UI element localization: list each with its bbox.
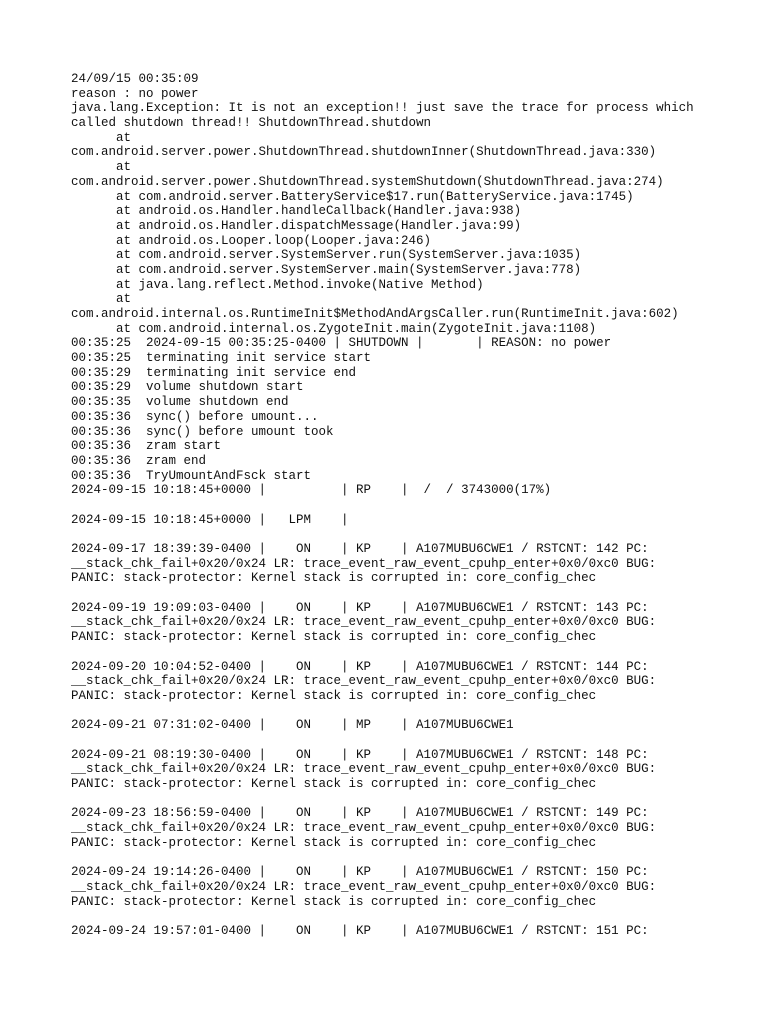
log-line: at <box>71 130 132 145</box>
log-line: at <box>71 292 132 307</box>
log-line: 00:35:36 TryUmountAndFsck start <box>71 468 312 483</box>
log-line <box>71 909 761 924</box>
log-line: PANIC: stack-protector: Kernel stack is corrupted in: core_config_chec <box>71 835 597 850</box>
log-line: 00:35:36 sync() before umount took <box>71 424 334 439</box>
log-line: 00:35:25 2024-09-15 00:35:25-0400 | SHUTDOWN | | REASON: no power <box>71 336 612 351</box>
log-line: 2024-09-21 07:31:02-0400 | ON | MP | A107MUBU6CWE1 <box>71 718 514 733</box>
log-line: __stack_chk_fail+0x20/0x24 LR: trace_event_raw_event_cpuhp_enter+0x0/0xc0 BUG: <box>71 762 657 777</box>
log-line: __stack_chk_fail+0x20/0x24 LR: trace_event_raw_event_cpuhp_enter+0x0/0xc0 BUG: <box>71 674 657 689</box>
log-line <box>71 498 761 513</box>
log-line: at java.lang.reflect.Method.invoke(Native Method) <box>71 277 484 292</box>
log-line <box>71 527 761 542</box>
log-line: PANIC: stack-protector: Kernel stack is corrupted in: core_config_chec <box>71 688 597 703</box>
log-line: at android.os.Handler.handleCallback(Handler.java:938) <box>71 204 522 219</box>
log-line: PANIC: stack-protector: Kernel stack is corrupted in: core_config_chec <box>71 777 597 791</box>
log-line <box>71 586 761 601</box>
log-line: PANIC: stack-protector: Kernel stack is corrupted in: core_config_chec <box>71 894 597 909</box>
log-line: __stack_chk_fail+0x20/0x24 LR: trace_event_raw_event_cpuhp_enter+0x0/0xc0 BUG: <box>71 879 657 894</box>
log-line: __stack_chk_fail+0x20/0x24 LR: trace_event_raw_event_cpuhp_enter+0x0/0xc0 BUG: <box>71 615 657 630</box>
log-line: __stack_chk_fail+0x20/0x24 LR: trace_event_raw_event_cpuhp_enter+0x0/0xc0 BUG: <box>71 821 657 836</box>
log-line: com.android.server.power.ShutdownThread.shutdownInner(ShutdownThread.java:330) <box>71 145 657 160</box>
log-line: 2024-09-24 19:57:01-0400 | ON | KP | A107MUBU6CWE1 / RSTCNT: 151 PC: <box>71 923 649 938</box>
log-line: at <box>71 160 132 175</box>
log-line: 00:35:36 zram start <box>71 439 222 454</box>
log-line: 2024-09-24 19:14:26-0400 | ON | KP | A107MUBU6CWE1 / RSTCNT: 150 PC: <box>71 865 649 880</box>
log-line: at com.android.server.BatteryService$17.run(BatteryService.java:1745) <box>71 189 634 204</box>
log-line: PANIC: stack-protector: Kernel stack is corrupted in: core_config_chec <box>71 571 597 586</box>
log-line: PANIC: stack-protector: Kernel stack is corrupted in: core_config_chec <box>71 630 597 645</box>
log-line: at com.android.server.SystemServer.main(SystemServer.java:778) <box>71 262 582 277</box>
log-line: 24/09/15 00:35:09 <box>71 72 199 86</box>
log-line: 2024-09-15 10:18:45+0000 | LPM | <box>71 512 349 527</box>
log-line: 2024-09-15 10:18:45+0000 | | RP | / / 3743000(17%) <box>71 483 552 498</box>
log-line <box>71 792 761 807</box>
log-document <box>71 72 761 939</box>
log-line: reason : no power <box>71 86 199 101</box>
log-line <box>71 733 761 748</box>
log-line <box>71 704 761 719</box>
log-line: 00:35:36 zram end <box>71 453 207 468</box>
log-line <box>71 645 761 660</box>
log-line: __stack_chk_fail+0x20/0x24 LR: trace_event_raw_event_cpuhp_enter+0x0/0xc0 BUG: <box>71 556 657 571</box>
log-line: called shutdown thread!! ShutdownThread.shutdown <box>71 116 432 131</box>
log-line: 2024-09-20 10:04:52-0400 | ON | KP | A107MUBU6CWE1 / RSTCNT: 144 PC: <box>71 659 649 674</box>
log-line: at android.os.Looper.loop(Looper.java:246) <box>71 233 432 248</box>
log-line: 2024-09-19 19:09:03-0400 | ON | KP | A107MUBU6CWE1 / RSTCNT: 143 PC: <box>71 600 649 615</box>
log-line: 00:35:35 volume shutdown end <box>71 395 289 410</box>
log-line: 00:35:29 volume shutdown start <box>71 380 304 395</box>
log-line: com.android.server.power.ShutdownThread.systemShutdown(ShutdownThread.java:274) <box>71 174 664 189</box>
log-line: java.lang.Exception: It is not an exception!! just save the trace for process which <box>71 101 694 116</box>
log-line <box>71 850 761 865</box>
log-line: 2024-09-17 18:39:39-0400 | ON | KP | A107MUBU6CWE1 / RSTCNT: 142 PC: <box>71 542 649 556</box>
log-line: 2024-09-23 18:56:59-0400 | ON | KP | A107MUBU6CWE1 / RSTCNT: 149 PC: <box>71 806 649 821</box>
log-line: at com.android.internal.os.ZygoteInit.main(ZygoteInit.java:1108) <box>71 321 597 336</box>
log-line: com.android.internal.os.RuntimeInit$MethodAndArgsCaller.run(RuntimeInit.java:602) <box>71 307 679 321</box>
log-line: 00:35:36 sync() before umount... <box>71 409 319 424</box>
log-line: 00:35:25 terminating init service start <box>71 351 372 366</box>
log-line: at com.android.server.SystemServer.run(SystemServer.java:1035) <box>71 248 582 263</box>
log-line: at android.os.Handler.dispatchMessage(Handler.java:99) <box>71 218 522 233</box>
log-line: 00:35:29 terminating init service end <box>71 365 357 380</box>
log-line: 2024-09-21 08:19:30-0400 | ON | KP | A107MUBU6CWE1 / RSTCNT: 148 PC: <box>71 747 649 762</box>
